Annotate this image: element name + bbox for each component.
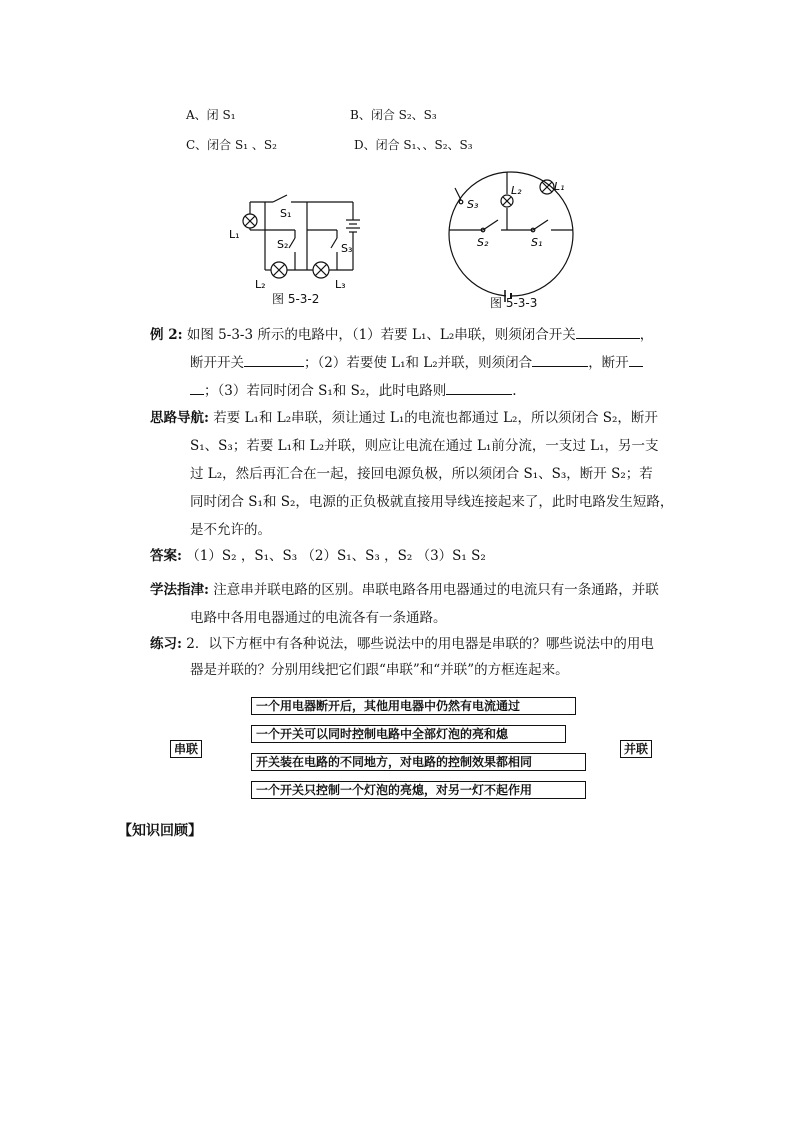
- label-s1-fig2: S₁: [531, 236, 543, 249]
- option-a: A、闭 S₁: [186, 108, 236, 122]
- blank-1: [576, 326, 640, 339]
- hint-line5: 是不允许的。: [190, 522, 271, 538]
- option-c: C、闭合 S₁ 、S₂: [186, 138, 277, 152]
- circuit-diagram-5-3-3: [443, 168, 583, 303]
- blank-2: [244, 354, 304, 367]
- label-l1-fig2: L₁: [554, 180, 565, 193]
- label-l2-fig2: L₂: [511, 184, 522, 197]
- method-label: 学法指津:: [150, 582, 209, 598]
- hint-line3: 过 L₂，然后再汇合在一起，接回电源负极，所以须闭合 S₁、S₃，断开 S₂；若: [190, 466, 653, 482]
- statement-box-2[interactable]: 一个开关可以同时控制电路中全部灯泡的亮和熄: [251, 725, 566, 743]
- blank-4: [629, 354, 643, 367]
- example2-question-1: 如图 5-3-3 所示的电路中，（1）若要 L₁、L₂串联，则须闭合开关: [186, 327, 576, 343]
- practice-label: 练习:: [150, 636, 182, 652]
- circuit-diagram-5-3-2: [225, 190, 375, 290]
- answer-label: 答案:: [150, 548, 182, 564]
- series-box[interactable]: 串联: [170, 740, 202, 758]
- figure-caption-5-3-2: 图 5-3-2: [272, 292, 320, 306]
- label-s2-fig2: S₂: [477, 236, 489, 249]
- example2-label: 例 2:: [150, 327, 183, 343]
- blank-5: [446, 382, 512, 395]
- section-heading-review: 【知识回顾】: [118, 823, 202, 839]
- option-b: B、闭合 S₂、S₃: [350, 108, 437, 122]
- label-s3-fig2: S₃: [467, 198, 479, 211]
- parallel-box[interactable]: 并联: [620, 740, 652, 758]
- label-s1: S₁: [280, 207, 292, 220]
- statement-box-4[interactable]: 一个开关只控制一个灯泡的亮熄，对另一灯不起作用: [251, 781, 586, 799]
- blank-4b: [190, 382, 204, 395]
- practice-line1: 练习: 2．以下方框中有各种说法，哪些说法中的用电器是串联的？哪些说法中的用电: [150, 636, 654, 652]
- practice-line2: 器是并联的？分别用线把它们跟“串联”和“并联”的方框连起来。: [190, 662, 569, 678]
- option-d: D、闭合 S₁、、S₂、S₃: [354, 138, 473, 152]
- label-l3: L₃: [335, 278, 346, 290]
- example2-line2: 断开开关 ；（2）若要使 L₁和 L₂并联，则须闭合 ，断开: [190, 354, 643, 372]
- label-s2: S₂: [277, 238, 289, 251]
- hint-line4: 同时闭合 S₁和 S₂，电源的正负极就直接用导线连接起来了，此时电路发生短路，: [190, 494, 674, 510]
- hint-label: 思路导航:: [150, 410, 209, 426]
- label-l2: L₂: [255, 278, 266, 290]
- example2-line1: 例 2: 如图 5-3-3 所示的电路中，（1）若要 L₁、L₂串联，则须闭合开关 ，: [150, 327, 654, 343]
- statement-box-3[interactable]: 开关装在电路的不同地方，对电路的控制效果都相同: [251, 753, 586, 771]
- blank-3: [532, 354, 588, 367]
- example2-line3: ；（3）若同时闭合 S₁和 S₂，此时电路则 .: [190, 382, 517, 400]
- method-line1: 学法指津: 注意串并联电路的区别。串联电路各用电器通过的电流只有一条通路，并联: [150, 582, 659, 598]
- hint-line2: S₁、S₃；若要 L₁和 L₂并联，则应让电流在通过 L₁前分流，一支过 L₁，另一支: [190, 438, 659, 454]
- method-line2: 电路中各用电器通过的电流各有一条通路。: [190, 610, 447, 626]
- statement-box-1[interactable]: 一个用电器断开后，其他用电器中仍然有电流通过: [251, 697, 576, 715]
- label-s3: S₃: [341, 242, 353, 255]
- answer-line: 答案: （1）S₂ ，S₁、S₃ （2）S₁、S₃ ，S₂ （3）S₁ S₂: [150, 548, 486, 564]
- label-l1: L₁: [229, 228, 240, 241]
- hint-line1: 思路导航: 若要 L₁和 L₂串联，须让通过 L₁的电流也都通过 L₂，所以须闭合 S₂，断开: [150, 410, 658, 426]
- figure-caption-5-3-3: 图 5-3-3: [490, 296, 538, 310]
